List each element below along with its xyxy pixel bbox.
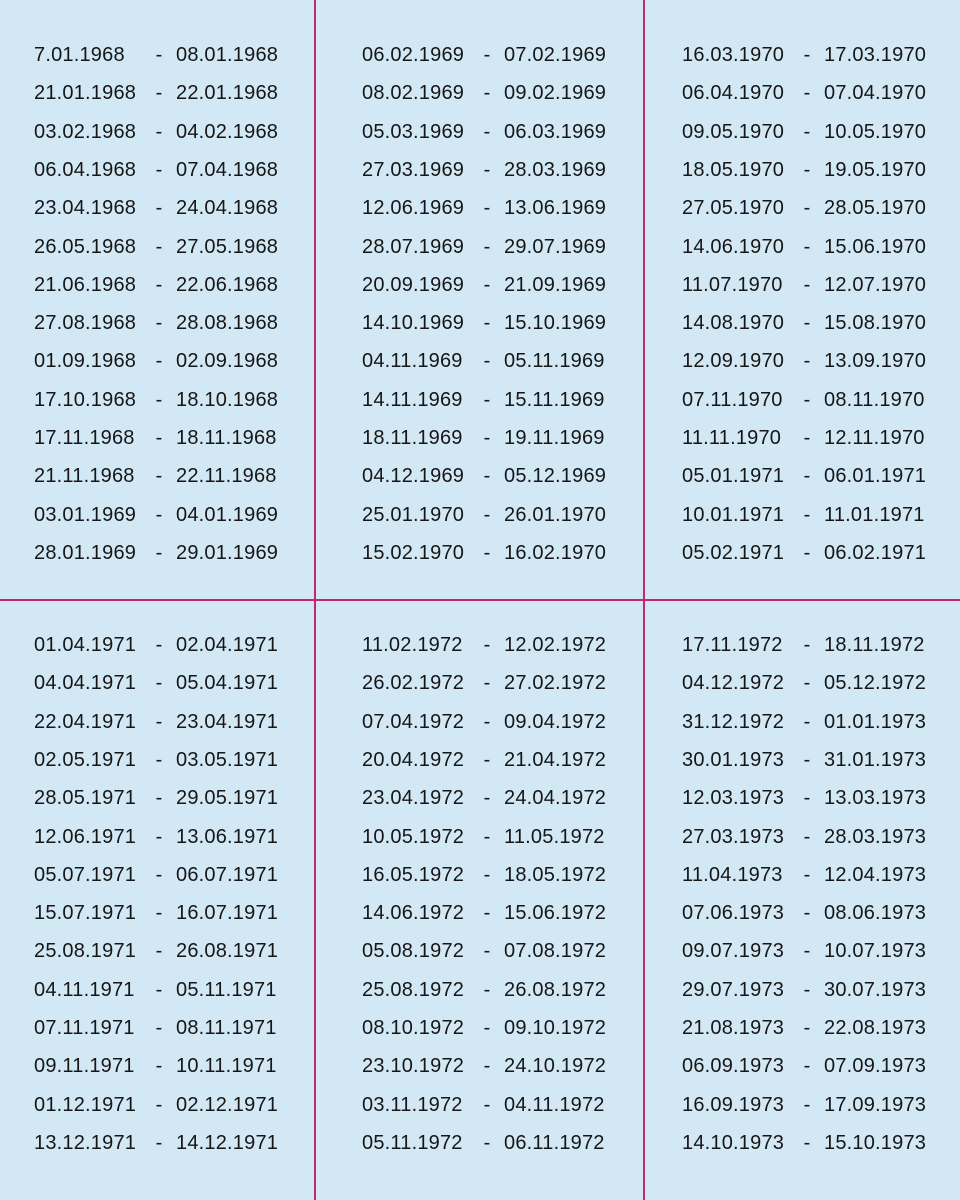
start-date: 06.04.1968: [34, 158, 137, 181]
end-date: 17.03.1970: [824, 44, 927, 66]
range-separator: -: [483, 863, 491, 886]
start-date: 17.10.1968: [34, 388, 137, 411]
start-date: 05.07.1971: [34, 863, 137, 886]
end-date: 15.11.1969: [504, 388, 605, 411]
range-separator: -: [803, 427, 811, 449]
range-separator: -: [483, 427, 491, 449]
start-date: 17.11.1972: [682, 634, 783, 656]
start-date: 16.09.1973: [682, 1093, 785, 1116]
range-separator: -: [155, 748, 163, 771]
range-separator: -: [483, 1017, 491, 1039]
end-date: 16.07.1971: [176, 902, 279, 925]
range-separator: -: [803, 825, 811, 848]
range-separator: -: [803, 787, 811, 810]
range-separator: -: [155, 312, 163, 335]
end-date: 02.12.1971: [176, 1093, 279, 1116]
range-separator: -: [483, 672, 491, 695]
start-date: 12.06.1971: [34, 825, 137, 848]
range-separator: -: [155, 825, 163, 848]
start-date: 08.02.1969: [362, 82, 465, 105]
end-date: 21.09.1969: [504, 273, 607, 296]
range-separator: -: [483, 1131, 491, 1154]
range-separator: -: [803, 978, 811, 1001]
range-separator: -: [155, 672, 163, 695]
end-date: 08.11.1970: [824, 388, 925, 411]
range-separator: -: [803, 197, 811, 220]
range-separator: -: [155, 940, 163, 963]
range-separator: -: [483, 787, 491, 810]
range-separator: -: [803, 465, 811, 488]
start-date: 09.11.1971: [34, 1055, 135, 1078]
range-separator: -: [483, 197, 491, 220]
end-date: 06.07.1971: [176, 863, 279, 886]
end-date: 07.09.1973: [824, 1055, 927, 1078]
range-separator: -: [155, 1055, 163, 1078]
range-separator: -: [803, 503, 811, 526]
start-date: 11.02.1972: [362, 634, 463, 656]
start-date: 14.06.1972: [362, 902, 465, 925]
end-date: 12.04.1973: [824, 863, 927, 886]
end-date: 28.03.1973: [824, 825, 927, 848]
end-date: 26.08.1971: [176, 940, 279, 963]
end-date: 04.01.1969: [176, 503, 279, 526]
end-date: 23.04.1971: [176, 710, 279, 733]
range-separator: -: [155, 197, 163, 220]
range-separator: -: [155, 82, 163, 105]
range-separator: -: [803, 940, 811, 963]
range-separator: -: [155, 1131, 163, 1154]
end-date: 05.11.1969: [504, 350, 605, 373]
start-date: 05.01.1971: [682, 465, 785, 488]
range-separator: -: [803, 863, 811, 886]
range-separator: -: [483, 158, 491, 181]
end-date: 18.11.1972: [824, 634, 925, 656]
start-date: 01.12.1971: [34, 1093, 137, 1116]
range-separator: -: [483, 710, 491, 733]
end-date: 28.05.1970: [824, 197, 927, 220]
end-date: 18.11.1968: [176, 427, 277, 449]
end-date: 22.08.1973: [824, 1017, 927, 1039]
start-date: 18.05.1970: [682, 158, 785, 181]
end-date: 07.04.1968: [176, 158, 279, 181]
start-date: 03.11.1972: [362, 1093, 463, 1116]
range-separator: -: [483, 120, 491, 143]
end-date: 22.06.1968: [176, 273, 279, 296]
start-date: 14.10.1973: [682, 1131, 785, 1154]
end-date: 15.08.1970: [824, 312, 927, 335]
range-separator: -: [483, 940, 491, 963]
range-separator: -: [483, 388, 491, 411]
end-date: 18.05.1972: [504, 863, 607, 886]
range-separator: -: [803, 672, 811, 695]
end-date: 10.05.1970: [824, 120, 927, 143]
range-separator: -: [483, 902, 491, 925]
range-separator: -: [803, 541, 811, 564]
end-date: 28.03.1969: [504, 158, 607, 181]
range-separator: -: [155, 787, 163, 810]
start-date: 26.05.1968: [34, 235, 137, 258]
start-date: 06.02.1969: [362, 44, 465, 66]
range-separator: -: [155, 158, 163, 181]
range-separator: -: [483, 825, 491, 848]
range-separator: -: [803, 235, 811, 258]
start-date: 14.08.1970: [682, 312, 785, 335]
end-date: 09.04.1972: [504, 710, 607, 733]
start-date: 30.01.1973: [682, 748, 785, 771]
start-date: 21.08.1973: [682, 1017, 785, 1039]
range-separator: -: [803, 273, 811, 296]
start-date: 15.02.1970: [362, 541, 465, 564]
start-date: 18.11.1969: [362, 427, 463, 449]
range-separator: -: [155, 503, 163, 526]
range-separator: -: [155, 273, 163, 296]
start-date: 05.02.1971: [682, 541, 785, 564]
end-date: 08.06.1973: [824, 902, 927, 925]
range-separator: -: [803, 158, 811, 181]
start-date: 10.05.1972: [362, 825, 465, 848]
start-date: 14.10.1969: [362, 312, 465, 335]
start-date: 03.02.1968: [34, 120, 137, 143]
start-date: 23.04.1968: [34, 197, 137, 220]
start-date: 21.06.1968: [34, 273, 137, 296]
end-date: 18.10.1968: [176, 388, 279, 411]
end-date: 28.08.1968: [176, 312, 279, 335]
start-date: 28.05.1971: [34, 787, 137, 810]
range-separator: -: [483, 312, 491, 335]
end-date: 17.09.1973: [824, 1093, 927, 1116]
range-separator: -: [483, 634, 491, 656]
range-separator: -: [803, 312, 811, 335]
start-date: 04.12.1969: [362, 465, 465, 488]
end-date: 10.11.1971: [176, 1055, 277, 1078]
range-separator: -: [155, 388, 163, 411]
start-date: 25.08.1971: [34, 940, 137, 963]
start-date: 23.04.1972: [362, 787, 465, 810]
end-date: 04.02.1968: [176, 120, 279, 143]
range-separator: -: [803, 120, 811, 143]
end-date: 24.04.1972: [504, 787, 607, 810]
start-date: 12.09.1970: [682, 350, 785, 373]
end-date: 27.05.1968: [176, 235, 279, 258]
start-date: 20.09.1969: [362, 273, 465, 296]
start-date: 25.01.1970: [362, 503, 465, 526]
range-separator: -: [803, 634, 811, 656]
end-date: 12.02.1972: [504, 634, 607, 656]
end-date: 05.04.1971: [176, 672, 279, 695]
start-date: 04.04.1971: [34, 672, 137, 695]
end-date: 24.10.1972: [504, 1055, 607, 1078]
range-separator: -: [803, 1055, 811, 1078]
start-date: 04.11.1971: [34, 978, 135, 1001]
end-date: 13.09.1970: [824, 350, 927, 373]
end-date: 16.02.1970: [504, 541, 607, 564]
end-date: 31.01.1973: [824, 748, 927, 771]
end-date: 26.08.1972: [504, 978, 607, 1001]
range-separator: -: [483, 748, 491, 771]
end-date: 29.07.1969: [504, 235, 607, 258]
range-separator: -: [155, 1093, 163, 1116]
range-separator: -: [483, 978, 491, 1001]
range-separator: -: [155, 427, 163, 449]
range-separator: -: [155, 350, 163, 373]
start-date: 13.12.1971: [34, 1131, 137, 1154]
start-date: 12.03.1973: [682, 787, 785, 810]
end-date: 07.02.1969: [504, 44, 607, 66]
start-date: 11.04.1973: [682, 863, 783, 886]
range-separator: -: [803, 350, 811, 373]
start-date: 31.12.1972: [682, 710, 785, 733]
start-date: 27.03.1973: [682, 825, 785, 848]
start-date: 27.08.1968: [34, 312, 137, 335]
end-date: 15.06.1972: [504, 902, 607, 925]
range-separator: -: [155, 541, 163, 564]
start-date: 14.06.1970: [682, 235, 785, 258]
start-date: 06.09.1973: [682, 1055, 785, 1078]
start-date: 21.01.1968: [34, 82, 137, 105]
start-date: 11.07.1970: [682, 273, 783, 296]
end-date: 07.08.1972: [504, 940, 607, 963]
range-separator: -: [483, 1055, 491, 1078]
start-date: 29.07.1973: [682, 978, 785, 1001]
start-date: 05.08.1972: [362, 940, 465, 963]
range-separator: -: [155, 978, 163, 1001]
start-date: 08.10.1972: [362, 1017, 465, 1039]
start-date: 16.05.1972: [362, 863, 465, 886]
range-separator: -: [483, 503, 491, 526]
end-date: 02.09.1968: [176, 350, 279, 373]
range-separator: -: [483, 235, 491, 258]
range-separator: -: [803, 44, 811, 66]
start-date: 07.11.1970: [682, 388, 783, 411]
end-date: 08.01.1968: [176, 44, 279, 66]
start-date: 02.05.1971: [34, 748, 137, 771]
range-separator: -: [803, 1131, 811, 1154]
range-separator: -: [803, 1093, 811, 1116]
start-date: 27.03.1969: [362, 158, 465, 181]
start-date: 21.11.1968: [34, 465, 135, 488]
range-separator: -: [803, 82, 811, 105]
end-date: 30.07.1973: [824, 978, 927, 1001]
range-separator: -: [155, 120, 163, 143]
end-date: 06.03.1969: [504, 120, 607, 143]
end-date: 08.11.1971: [176, 1017, 277, 1039]
end-date: 12.07.1970: [824, 273, 927, 296]
end-date: 29.01.1969: [176, 541, 279, 564]
end-date: 19.05.1970: [824, 158, 927, 181]
end-date: 05.12.1972: [824, 672, 927, 695]
start-date: 15.07.1971: [34, 902, 137, 925]
range-separator: -: [483, 465, 491, 488]
end-date: 22.01.1968: [176, 82, 279, 105]
start-date: 17.11.1968: [34, 427, 135, 449]
start-date: 07.11.1971: [34, 1017, 135, 1039]
start-date: 20.04.1972: [362, 748, 465, 771]
range-separator: -: [483, 541, 491, 564]
range-separator: -: [803, 388, 811, 411]
start-date: 16.03.1970: [682, 44, 785, 66]
end-date: 21.04.1972: [504, 748, 607, 771]
start-date: 25.08.1972: [362, 978, 465, 1001]
start-date: 04.11.1969: [362, 350, 463, 373]
start-date: 09.07.1973: [682, 940, 785, 963]
end-date: 26.01.1970: [504, 503, 607, 526]
start-date: 05.11.1972: [362, 1131, 463, 1154]
range-separator: -: [803, 1017, 811, 1039]
start-date: 12.06.1969: [362, 197, 465, 220]
start-date: 05.03.1969: [362, 120, 465, 143]
range-separator: -: [803, 902, 811, 925]
range-separator: -: [483, 273, 491, 296]
end-date: 09.10.1972: [504, 1017, 607, 1039]
start-date: 27.05.1970: [682, 197, 785, 220]
end-date: 13.03.1973: [824, 787, 927, 810]
start-date: 01.09.1968: [34, 350, 137, 373]
range-separator: -: [483, 1093, 491, 1116]
range-separator: -: [803, 710, 811, 733]
end-date: 05.12.1969: [504, 465, 607, 488]
end-date: 03.05.1971: [176, 748, 279, 771]
start-date: 09.05.1970: [682, 120, 785, 143]
range-separator: -: [155, 863, 163, 886]
range-separator: -: [803, 748, 811, 771]
end-date: 14.12.1971: [176, 1131, 279, 1154]
range-separator: -: [155, 902, 163, 925]
range-separator: -: [483, 82, 491, 105]
end-date: 09.02.1969: [504, 82, 607, 105]
range-separator: -: [155, 710, 163, 733]
start-date: 07.04.1972: [362, 710, 465, 733]
start-date: 26.02.1972: [362, 672, 465, 695]
end-date: 06.11.1972: [504, 1131, 605, 1154]
start-date: 28.01.1969: [34, 541, 137, 564]
range-separator: -: [155, 235, 163, 258]
end-date: 13.06.1971: [176, 825, 279, 848]
end-date: 06.01.1971: [824, 465, 927, 488]
start-date: 06.04.1970: [682, 82, 785, 105]
start-date: 01.04.1971: [34, 634, 137, 656]
start-date: 03.01.1969: [34, 503, 137, 526]
end-date: 01.01.1973: [824, 710, 927, 733]
end-date: 07.04.1970: [824, 82, 927, 105]
start-date: 04.12.1972: [682, 672, 785, 695]
range-separator: -: [155, 465, 163, 488]
start-date: 22.04.1971: [34, 710, 137, 733]
start-date: 7.01.1968: [34, 44, 125, 66]
range-separator: -: [483, 350, 491, 373]
start-date: 23.10.1972: [362, 1055, 465, 1078]
end-date: 15.10.1973: [824, 1131, 927, 1154]
start-date: 11.11.1970: [682, 427, 782, 449]
end-date: 29.05.1971: [176, 787, 279, 810]
end-date: 05.11.1971: [176, 978, 277, 1001]
start-date: 28.07.1969: [362, 235, 465, 258]
end-date: 15.06.1970: [824, 235, 927, 258]
row-divider: [0, 599, 960, 601]
end-date: 11.05.1972: [504, 825, 605, 848]
end-date: 19.11.1969: [504, 427, 605, 449]
end-date: 04.11.1972: [504, 1093, 605, 1116]
start-date: 14.11.1969: [362, 388, 463, 411]
start-date: 10.01.1971: [682, 503, 785, 526]
range-separator: -: [155, 634, 163, 656]
end-date: 06.02.1971: [824, 541, 927, 564]
end-date: 11.01.1971: [824, 503, 925, 526]
end-date: 27.02.1972: [504, 672, 607, 695]
end-date: 13.06.1969: [504, 197, 607, 220]
end-date: 12.11.1970: [824, 427, 925, 449]
range-separator: -: [155, 44, 163, 66]
end-date: 10.07.1973: [824, 940, 927, 963]
start-date: 07.06.1973: [682, 902, 785, 925]
end-date: 24.04.1968: [176, 197, 279, 220]
range-separator: -: [155, 1017, 163, 1039]
end-date: 15.10.1969: [504, 312, 607, 335]
end-date: 02.04.1971: [176, 634, 279, 656]
range-separator: -: [483, 44, 491, 66]
end-date: 22.11.1968: [176, 465, 277, 488]
